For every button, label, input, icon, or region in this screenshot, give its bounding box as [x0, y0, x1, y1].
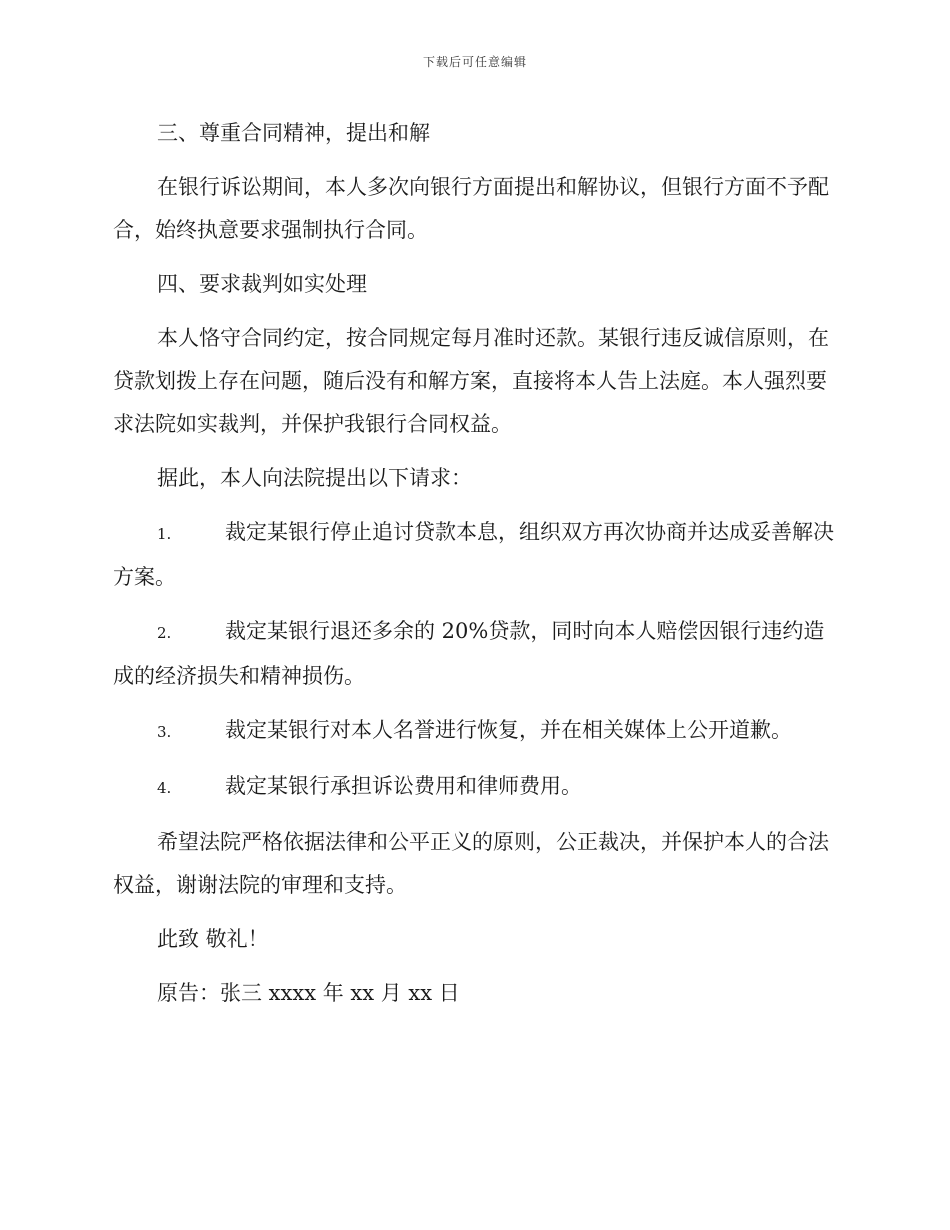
section-4-paragraph: 本人恪守合同约定，按合同规定每月准时还款。某银行违反诚信原则，在贷款划拨上存在问题，随后没有和解方案，直接将本人告上法庭。本人强烈要求法院如实裁判，并保护我银行合同权益。 [113, 326, 829, 436]
request-number: 2. [157, 624, 172, 642]
request-text: 裁定某银行承担诉讼费用和律师费用。 [225, 774, 582, 798]
request-item-1 [113, 511, 838, 599]
document-body [113, 112, 838, 1015]
salutation: 此致 敬礼！ [157, 927, 269, 951]
request-number: 4. [157, 779, 172, 797]
request-item-3 [113, 709, 838, 754]
request-text: 裁定某银行对本人名誉进行恢复，并在相关媒体上公开道歉。 [225, 718, 792, 742]
section-3-paragraph: 在银行诉讼期间，本人多次向银行方面提出和解协议，但银行方面不予配合，始终执意要求强制执行合同。 [113, 175, 829, 242]
request-item-2 [113, 610, 838, 698]
request-item-4 [113, 765, 838, 810]
signature-line: 原告：张三 xxxx 年 xx 月 xx 日 [157, 981, 460, 1005]
closing-paragraph: 希望法院严格依据法律和公平正义的原则，公正裁决，并保护本人的合法权益，谢谢法院的审理和支持。 [113, 830, 829, 897]
request-intro: 据此，本人向法院提出以下请求： [157, 466, 472, 490]
section-4-title: 四、要求裁判如实处理 [157, 272, 367, 296]
request-text: 裁定某银行退还多余的 20%贷款，同时向本人赔偿因银行违约造成的经济损失和精神损伤。 [113, 619, 825, 688]
request-number: 1. [157, 525, 172, 543]
request-number: 3. [157, 723, 172, 741]
header-note: 下载后可任意编辑 [422, 55, 527, 69]
request-text: 裁定某银行停止追讨贷款本息，组织双方再次协商并达成妥善解决方案。 [113, 520, 834, 589]
section-3-title: 三、尊重合同精神，提出和解 [157, 121, 430, 145]
